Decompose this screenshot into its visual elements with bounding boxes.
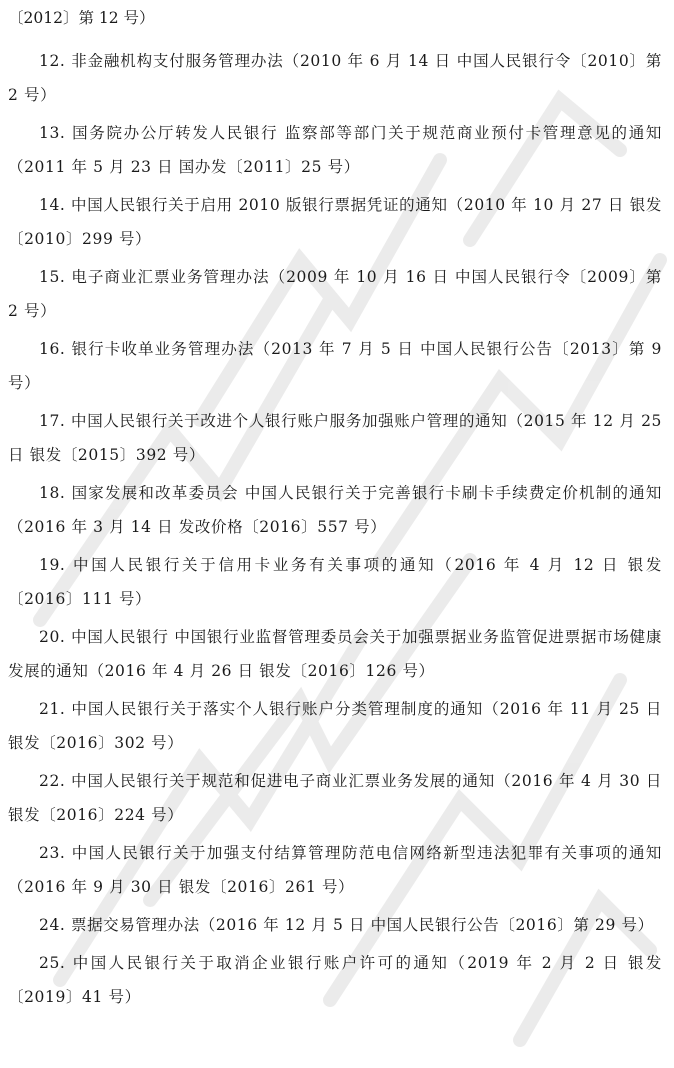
list-item: 20. 中国人民银行 中国银行业监督管理委员会关于加强票据业务监管促进票据市场健康发展的通知（2016 年 4 月 26 日 银发〔2016〕126 号） [8, 628, 662, 680]
list-item: 12. 非金融机构支付服务管理办法（2010 年 6 月 14 日 中国人民银行令〔2010〕第 2 号） [8, 52, 662, 104]
list-item: 17. 中国人民银行关于改进个人银行账户服务加强账户管理的通知（2015 年 12 月 25 日 银发〔2015〕392 号） [8, 412, 662, 464]
regulation-list [8, 44, 662, 1014]
list-item: 19. 中国人民银行关于信用卡业务有关事项的通知（2016 年 4 月 12 日 银发〔2016〕111 号） [8, 556, 662, 608]
list-item: 18. 国家发展和改革委员会 中国人民银行关于完善银行卡刷卡手续费定价机制的通知（2016 年 3 月 14 日 发改价格〔2016〕557 号） [8, 484, 662, 536]
list-item: 24. 票据交易管理办法（2016 年 12 月 5 日 中国人民银行公告〔2016〕第 29 号） [39, 916, 654, 934]
previous-entry-continuation: 〔2012〕第 12 号） [8, 9, 155, 27]
list-item: 23. 中国人民银行关于加强支付结算管理防范电信网络新型违法犯罪有关事项的通知（2016 年 9 月 30 日 银发〔2016〕261 号） [8, 844, 662, 896]
list-item: 14. 中国人民银行关于启用 2010 版银行票据凭证的通知（2010 年 10 月 27 日 银发〔2010〕299 号） [8, 196, 662, 248]
list-item: 22. 中国人民银行关于规范和促进电子商业汇票业务发展的通知（2016 年 4 月 30 日 银发〔2016〕224 号） [8, 772, 662, 824]
list-item: 21. 中国人民银行关于落实个人银行账户分类管理制度的通知（2016 年 11 月 25 日 银发〔2016〕302 号） [8, 700, 662, 752]
list-item: 15. 电子商业汇票业务管理办法（2009 年 10 月 16 日 中国人民银行令〔2009〕第 2 号） [8, 268, 662, 320]
list-item: 16. 银行卡收单业务管理办法（2013 年 7 月 5 日 中国人民银行公告〔2013〕第 9 号） [8, 340, 662, 392]
list-item: 25. 中国人民银行关于取消企业银行账户许可的通知（2019 年 2 月 2 日 银发〔2019〕41 号） [8, 954, 662, 1006]
list-item: 13. 国务院办公厅转发人民银行 监察部等部门关于规范商业预付卡管理意见的通知（2011 年 5 月 23 日 国办发〔2011〕25 号） [8, 124, 662, 176]
